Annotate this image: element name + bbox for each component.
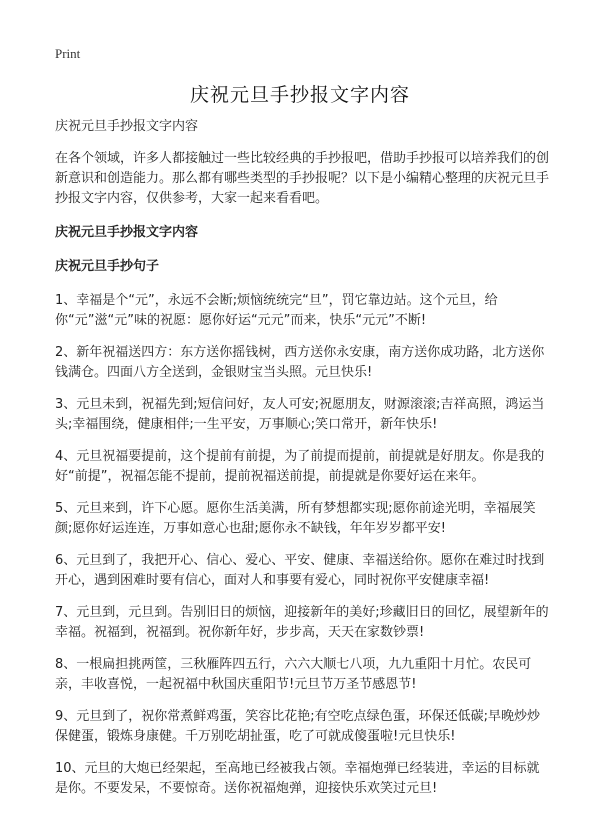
article-body <box>55 117 550 811</box>
list-item: 4、元旦祝福要提前，这个提前有前提，为了前提而提前，前提就是好朋友。你是我的好“前提”，祝福怎能不提前，提前祝福送前提，前提就是你要好运在来年。 <box>55 449 545 484</box>
subsection-heading: 庆祝元旦手抄句子 <box>55 259 160 274</box>
print-link[interactable]: Print <box>55 46 81 61</box>
list-item: 3、元旦未到，祝福先到;短信问好，友人可安;祝愿朋友，财源滚滚;吉祥高照，鸿运当头;幸福围绕，健康相伴;一生平安，万事顺心;笑口常开，新年快乐! <box>55 397 545 432</box>
list-item: 1、幸福是个“元”，永远不会断;烦恼统统完“旦”，罚它靠边站。这个元旦，给你“元”滋“元”味的祝愿：愿你好运“元元”而来，快乐“元元”不断! <box>55 293 498 328</box>
list-item: 10、元旦的大炮已经架起，至高地已经被我占领。幸福炮弹已经装进，幸运的目标就是你。不要发呆，不要惊奇。送你祝福炮弹，迎接快乐欢笑过元旦! <box>55 761 540 796</box>
list-item: 2、新年祝福送四方：东方送你摇钱树，西方送你永安康，南方送你成功路，北方送你钱满仓。四面八方全送到，金银财宝当头照。元旦快乐! <box>55 345 545 380</box>
list-item: 9、元旦到了，祝你常煮鲜鸡蛋，笑容比花艳;有空吃点绿色蛋，环保还低碳;早晚炒炒保健蛋，锻炼身康健。千万别吃胡扯蛋，吃了可就成傻蛋啦!元旦快乐! <box>55 709 541 744</box>
intro-paragraph: 在各个领域，许多人都接触过一些比较经典的手抄报吧，借助手抄报可以培养我们的创新意识和创造能力。那么都有哪些类型的手抄报呢？以下是小编精心整理的庆祝元旦手抄报文字内容，仅供参考，大家一起来看看吧。 <box>55 151 550 206</box>
article-subtitle: 庆祝元旦手抄报文字内容 <box>55 119 199 134</box>
list-item: 8、一根扁担挑两筐，三秋雁阵四五行，六六大顺七八项，九九重阳十月忙。农民可亲，丰收喜悦，一起祝福中秋国庆重阳节!元旦节万圣节感恩节! <box>55 657 532 692</box>
list-item: 5、元旦来到，许下心愿。愿你生活美满，所有梦想都实现;愿你前途光明，幸福展笑颜;愿你好运连连，万事如意心也甜;愿你永不缺钱，年年岁岁都平安! <box>55 501 536 536</box>
section-heading: 庆祝元旦手抄报文字内容 <box>55 225 199 240</box>
list-item: 6、元旦到了，我把开心、信心、爱心、平安、健康、幸福送给你。愿你在难过时找到开心，遇到困难时要有信心，面对人和事要有爱心，同时祝你平安健康幸福! <box>55 553 545 588</box>
page-title: 庆祝元旦手抄报文字内容 <box>189 84 410 106</box>
list-item: 7、元旦到，元旦到。告别旧日的烦恼，迎接新年的美好;珍藏旧日的回忆，展望新年的幸福。祝福到，祝福到。祝你新年好，步步高，天天在家数钞票! <box>55 605 549 640</box>
